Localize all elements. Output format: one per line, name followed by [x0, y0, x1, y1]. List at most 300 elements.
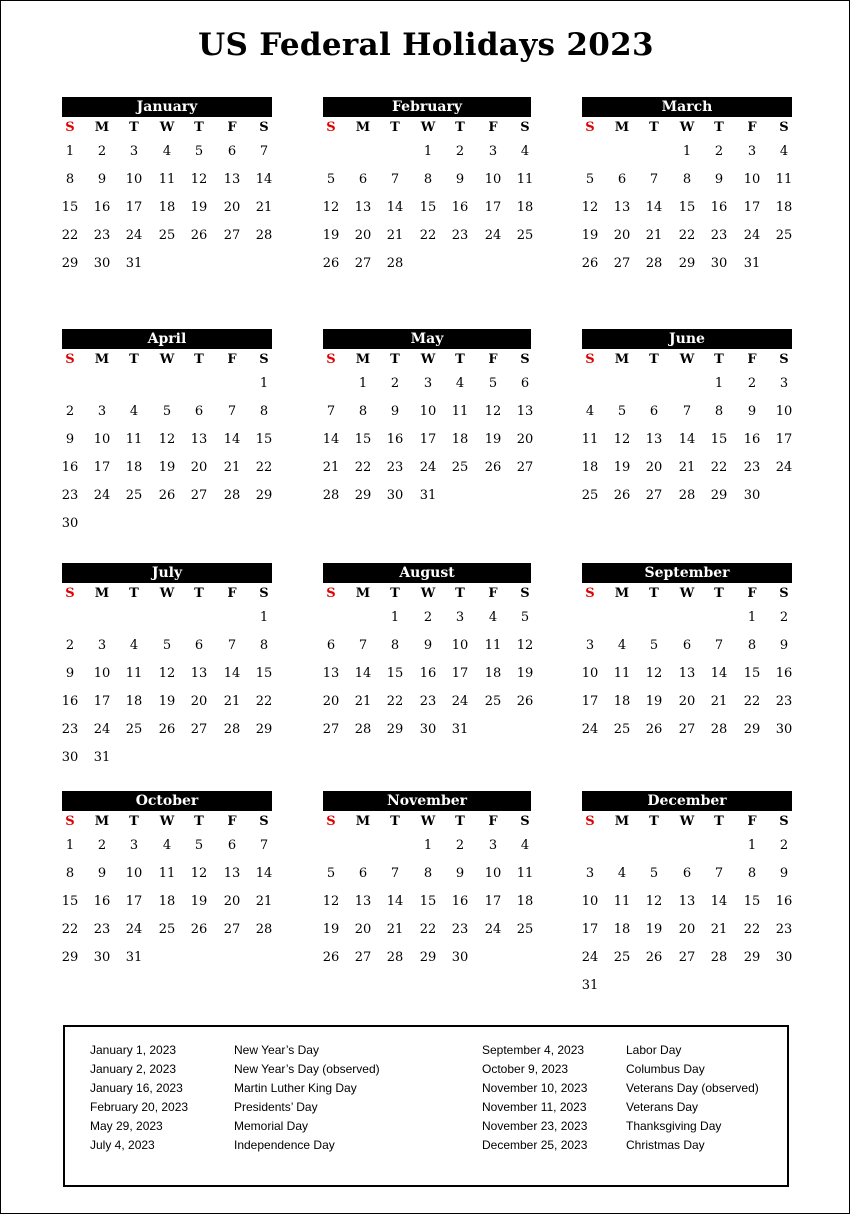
page-title: US Federal Holidays 2023 — [198, 27, 654, 63]
weekday-label: M — [94, 120, 110, 135]
day-cell: 27 — [645, 488, 663, 503]
day-cell: 21 — [645, 228, 663, 243]
day-cell: 10 — [581, 666, 599, 681]
day-cell: 1 — [423, 144, 433, 159]
day-cell: 6 — [682, 866, 692, 881]
day-cell: 21 — [678, 460, 696, 475]
day-cell: 23 — [451, 228, 469, 243]
day-cell: 2 — [747, 376, 757, 391]
day-cell: 19 — [322, 228, 340, 243]
weekday-header-row — [582, 813, 792, 835]
day-cell: 1 — [390, 610, 400, 625]
day-cell: 14 — [255, 866, 273, 881]
weekday-label: W — [420, 352, 436, 367]
weekday-label: M — [94, 814, 110, 829]
day-cell: 13 — [613, 200, 631, 215]
day-cell: 10 — [581, 894, 599, 909]
day-cell: 21 — [710, 922, 728, 937]
week-row — [62, 719, 272, 747]
day-cell: 14 — [710, 666, 728, 681]
day-cell: 9 — [65, 432, 75, 447]
day-cell: 31 — [743, 256, 761, 271]
day-cell: 8 — [259, 404, 269, 419]
weekday-label: S — [779, 120, 789, 135]
day-cell: 11 — [125, 666, 143, 681]
weekday-label-sunday: S — [65, 586, 75, 601]
week-row — [582, 401, 792, 429]
weekday-header-row — [62, 119, 272, 141]
week-row — [62, 197, 272, 225]
day-cell: 20 — [223, 894, 241, 909]
week-row — [322, 429, 534, 457]
weekday-label: W — [679, 586, 695, 601]
day-cell: 19 — [645, 922, 663, 937]
day-cell: 13 — [223, 866, 241, 881]
day-cell: 9 — [390, 404, 400, 419]
day-cell: 13 — [678, 666, 696, 681]
day-cell: 31 — [451, 722, 469, 737]
day-cell: 16 — [386, 432, 404, 447]
day-cell: 9 — [423, 638, 433, 653]
weekday-label: W — [159, 586, 175, 601]
day-cell: 6 — [194, 638, 204, 653]
day-cell: 10 — [451, 638, 469, 653]
weekday-label: T — [390, 586, 400, 601]
weekday-label: S — [259, 352, 269, 367]
weekday-label: F — [488, 814, 498, 829]
day-cell: 5 — [585, 172, 595, 187]
month-header: January — [62, 97, 272, 117]
day-cell: 27 — [354, 950, 372, 965]
holiday-date: November 10, 2023 — [482, 1081, 588, 1095]
day-cell: 12 — [190, 172, 208, 187]
day-cell: 27 — [678, 722, 696, 737]
day-cell: 22 — [61, 228, 79, 243]
week-row — [582, 835, 792, 863]
week-row — [62, 253, 272, 281]
day-cell: 8 — [259, 638, 269, 653]
day-cell: 13 — [223, 172, 241, 187]
week-row — [582, 663, 792, 691]
day-cell: 24 — [581, 950, 599, 965]
day-cell: 8 — [747, 866, 757, 881]
holiday-name: Columbus Day — [626, 1062, 705, 1076]
day-cell: 9 — [714, 172, 724, 187]
day-cell: 20 — [223, 200, 241, 215]
day-cell: 11 — [451, 404, 469, 419]
holiday-names-left — [234, 1041, 380, 1155]
day-cell: 18 — [484, 666, 502, 681]
week-row — [323, 485, 531, 513]
day-cell: 28 — [223, 722, 241, 737]
day-cell: 2 — [455, 144, 465, 159]
day-cell: 14 — [386, 200, 404, 215]
week-row — [323, 835, 531, 863]
day-cell: 23 — [710, 228, 728, 243]
day-cell: 7 — [259, 838, 269, 853]
month-november — [322, 791, 534, 975]
week-row — [62, 401, 272, 429]
weekday-label: T — [455, 586, 465, 601]
day-cell: 25 — [451, 460, 469, 475]
day-cell: 11 — [613, 666, 631, 681]
week-row — [322, 457, 534, 485]
day-cell: 30 — [93, 950, 111, 965]
day-cell: 5 — [520, 610, 530, 625]
day-cell: 17 — [451, 666, 469, 681]
day-cell: 17 — [484, 894, 502, 909]
week-row — [582, 947, 792, 975]
day-cell: 19 — [190, 200, 208, 215]
day-cell: 3 — [779, 376, 789, 391]
day-cell: 8 — [423, 172, 433, 187]
day-cell: 15 — [678, 200, 696, 215]
day-cell: 27 — [516, 460, 534, 475]
day-cell: 17 — [125, 200, 143, 215]
day-cell: 2 — [65, 404, 75, 419]
day-cell: 31 — [93, 750, 111, 765]
day-cell: 12 — [322, 894, 340, 909]
holiday-name: Presidents’ Day — [234, 1100, 318, 1114]
day-cell: 5 — [162, 404, 172, 419]
day-cell: 12 — [645, 894, 663, 909]
week-row — [322, 691, 534, 719]
day-cell: 14 — [322, 432, 340, 447]
day-cell: 20 — [613, 228, 631, 243]
day-cell: 13 — [516, 404, 534, 419]
day-cell: 19 — [158, 460, 176, 475]
week-row — [322, 919, 534, 947]
day-cell: 13 — [354, 894, 372, 909]
day-cell: 6 — [227, 838, 237, 853]
day-cell: 19 — [322, 922, 340, 937]
weekday-label: T — [714, 586, 724, 601]
day-cell: 23 — [93, 228, 111, 243]
day-cell: 26 — [322, 256, 340, 271]
day-cell: 12 — [322, 200, 340, 215]
day-cell: 6 — [358, 172, 368, 187]
day-cell: 28 — [255, 228, 273, 243]
day-cell: 25 — [158, 228, 176, 243]
weekday-label: S — [259, 814, 269, 829]
weekday-label: W — [420, 814, 436, 829]
week-row — [62, 635, 272, 663]
day-cell: 3 — [423, 376, 433, 391]
week-row — [62, 947, 272, 975]
day-cell: 3 — [129, 144, 139, 159]
day-cell: 18 — [775, 200, 793, 215]
day-cell: 31 — [581, 978, 599, 993]
day-cell: 30 — [775, 950, 793, 965]
day-cell: 21 — [710, 694, 728, 709]
day-cell: 5 — [649, 638, 659, 653]
week-row — [582, 719, 792, 747]
day-cell: 4 — [520, 144, 530, 159]
month-december — [582, 791, 792, 1003]
week-row — [322, 225, 534, 253]
weekday-header-row — [582, 585, 792, 607]
day-cell: 14 — [678, 432, 696, 447]
day-cell: 6 — [227, 144, 237, 159]
day-cell: 10 — [484, 866, 502, 881]
day-cell: 23 — [743, 460, 761, 475]
day-cell: 16 — [775, 666, 793, 681]
day-cell: 22 — [743, 922, 761, 937]
day-cell: 19 — [158, 694, 176, 709]
day-cell: 21 — [223, 460, 241, 475]
day-cell: 25 — [125, 722, 143, 737]
day-cell: 12 — [158, 666, 176, 681]
day-cell: 2 — [390, 376, 400, 391]
day-cell: 24 — [125, 228, 143, 243]
week-row — [322, 891, 534, 919]
day-cell: 19 — [581, 228, 599, 243]
weekday-header-row — [323, 351, 531, 373]
weekday-label: T — [649, 120, 659, 135]
week-row — [62, 891, 272, 919]
day-cell: 15 — [61, 894, 79, 909]
weekday-label: F — [488, 352, 498, 367]
weekday-label: S — [520, 120, 530, 135]
day-cell: 30 — [386, 488, 404, 503]
day-cell: 22 — [419, 922, 437, 937]
weekday-label-sunday: S — [65, 352, 75, 367]
week-row — [62, 373, 272, 401]
holiday-name: New Year’s Day (observed) — [234, 1062, 380, 1076]
day-cell: 5 — [326, 866, 336, 881]
day-cell: 9 — [65, 666, 75, 681]
day-cell: 10 — [125, 172, 143, 187]
day-cell: 29 — [255, 722, 273, 737]
weekday-label: T — [129, 352, 139, 367]
weekday-label: T — [455, 352, 465, 367]
day-cell: 25 — [516, 922, 534, 937]
day-cell: 7 — [358, 638, 368, 653]
day-cell: 2 — [455, 838, 465, 853]
day-cell: 25 — [581, 488, 599, 503]
day-cell: 6 — [326, 638, 336, 653]
week-row — [323, 169, 534, 197]
day-cell: 12 — [613, 432, 631, 447]
day-cell: 26 — [613, 488, 631, 503]
day-cell: 10 — [775, 404, 793, 419]
day-cell: 19 — [190, 894, 208, 909]
week-row — [323, 373, 531, 401]
day-cell: 30 — [743, 488, 761, 503]
weekday-label: F — [747, 814, 757, 829]
weekday-label: S — [520, 586, 530, 601]
day-cell: 20 — [322, 694, 340, 709]
day-cell: 5 — [649, 866, 659, 881]
day-cell: 7 — [227, 404, 237, 419]
day-cell: 20 — [678, 922, 696, 937]
day-cell: 7 — [714, 638, 724, 653]
holiday-date: October 9, 2023 — [482, 1062, 569, 1076]
day-cell: 28 — [322, 488, 340, 503]
day-cell: 22 — [419, 228, 437, 243]
day-cell: 15 — [419, 894, 437, 909]
day-cell: 24 — [484, 228, 502, 243]
day-cell: 17 — [419, 432, 437, 447]
weekday-label: M — [355, 352, 371, 367]
month-february — [322, 97, 534, 281]
day-cell: 27 — [354, 256, 372, 271]
day-cell: 26 — [516, 694, 534, 709]
day-cell: 22 — [255, 460, 273, 475]
day-cell: 21 — [255, 894, 273, 909]
day-cell: 17 — [93, 694, 111, 709]
holiday-date: November 23, 2023 — [482, 1119, 588, 1133]
day-cell: 7 — [714, 866, 724, 881]
day-cell: 12 — [581, 200, 599, 215]
week-row — [582, 607, 792, 635]
day-cell: 18 — [125, 460, 143, 475]
day-cell: 29 — [61, 950, 79, 965]
day-cell: 17 — [125, 894, 143, 909]
day-cell: 25 — [775, 228, 793, 243]
day-cell: 14 — [386, 894, 404, 909]
day-cell: 3 — [455, 610, 465, 625]
week-row — [62, 663, 272, 691]
day-cell: 3 — [129, 838, 139, 853]
day-cell: 31 — [125, 256, 143, 271]
day-cell: 7 — [227, 638, 237, 653]
day-cell: 21 — [255, 200, 273, 215]
day-cell: 28 — [710, 722, 728, 737]
weekday-label: F — [747, 352, 757, 367]
weekday-label: W — [679, 120, 695, 135]
day-cell: 9 — [747, 404, 757, 419]
month-header: March — [582, 97, 792, 117]
day-cell: 14 — [645, 200, 663, 215]
day-cell: 9 — [97, 172, 107, 187]
weekday-label: T — [194, 586, 204, 601]
day-cell: 27 — [223, 922, 241, 937]
day-cell: 27 — [190, 488, 208, 503]
day-cell: 7 — [326, 404, 336, 419]
day-cell: 8 — [423, 866, 433, 881]
day-cell: 31 — [419, 488, 437, 503]
day-cell: 24 — [451, 694, 469, 709]
day-cell: 7 — [390, 866, 400, 881]
day-cell: 25 — [484, 694, 502, 709]
week-row — [62, 485, 272, 513]
day-cell: 2 — [97, 144, 107, 159]
day-cell: 22 — [354, 460, 372, 475]
weekday-label: S — [779, 814, 789, 829]
day-cell: 14 — [354, 666, 372, 681]
day-cell: 3 — [488, 838, 498, 853]
weekday-label-sunday: S — [585, 120, 595, 135]
day-cell: 5 — [617, 404, 627, 419]
day-cell: 4 — [129, 404, 139, 419]
weekday-label-sunday: S — [585, 814, 595, 829]
day-cell: 8 — [682, 172, 692, 187]
day-cell: 13 — [678, 894, 696, 909]
day-cell: 22 — [386, 694, 404, 709]
weekday-label: S — [779, 352, 789, 367]
week-row — [62, 141, 272, 169]
weekday-label: T — [194, 814, 204, 829]
weekday-label: S — [779, 586, 789, 601]
week-row — [582, 169, 792, 197]
day-cell: 4 — [488, 610, 498, 625]
weekday-label: W — [420, 120, 436, 135]
day-cell: 25 — [125, 488, 143, 503]
week-row — [582, 485, 792, 513]
day-cell: 23 — [775, 694, 793, 709]
day-cell: 25 — [158, 922, 176, 937]
month-may — [322, 329, 534, 513]
day-cell: 14 — [223, 666, 241, 681]
weekday-label: F — [747, 120, 757, 135]
day-cell: 18 — [516, 894, 534, 909]
day-cell: 2 — [423, 610, 433, 625]
day-cell: 27 — [223, 228, 241, 243]
week-row — [582, 225, 792, 253]
day-cell: 9 — [97, 866, 107, 881]
day-cell: 23 — [93, 922, 111, 937]
day-cell: 10 — [125, 866, 143, 881]
day-cell: 20 — [645, 460, 663, 475]
day-cell: 17 — [93, 460, 111, 475]
day-cell: 16 — [451, 200, 469, 215]
day-cell: 19 — [645, 694, 663, 709]
day-cell: 20 — [678, 694, 696, 709]
month-header: May — [323, 329, 531, 349]
day-cell: 2 — [97, 838, 107, 853]
day-cell: 30 — [451, 950, 469, 965]
day-cell: 10 — [93, 666, 111, 681]
day-cell: 9 — [779, 866, 789, 881]
day-cell: 16 — [419, 666, 437, 681]
holiday-name: Memorial Day — [234, 1119, 309, 1133]
holiday-name: Veterans Day (observed) — [626, 1081, 759, 1095]
day-cell: 27 — [190, 722, 208, 737]
day-cell: 8 — [65, 866, 75, 881]
day-cell: 4 — [455, 376, 465, 391]
week-row — [62, 429, 272, 457]
week-row — [62, 169, 272, 197]
day-cell: 24 — [484, 922, 502, 937]
holiday-date: January 2, 2023 — [90, 1062, 177, 1076]
weekday-label: F — [488, 586, 498, 601]
holiday-name: Independence Day — [234, 1138, 335, 1152]
weekday-label-sunday: S — [326, 120, 336, 135]
day-cell: 28 — [386, 950, 404, 965]
day-cell: 3 — [97, 404, 107, 419]
day-cell: 1 — [747, 610, 757, 625]
day-cell: 24 — [743, 228, 761, 243]
day-cell: 3 — [585, 866, 595, 881]
day-cell: 29 — [743, 722, 761, 737]
day-cell: 28 — [354, 722, 372, 737]
day-cell: 11 — [125, 432, 143, 447]
day-cell: 24 — [93, 722, 111, 737]
week-row — [582, 373, 792, 401]
day-cell: 26 — [190, 922, 208, 937]
day-cell: 29 — [354, 488, 372, 503]
day-cell: 19 — [613, 460, 631, 475]
day-cell: 27 — [613, 256, 631, 271]
day-cell: 18 — [158, 894, 176, 909]
day-cell: 28 — [710, 950, 728, 965]
month-march — [582, 97, 792, 281]
day-cell: 26 — [645, 722, 663, 737]
week-row — [62, 835, 272, 863]
week-row — [323, 607, 531, 635]
day-cell: 4 — [617, 866, 627, 881]
